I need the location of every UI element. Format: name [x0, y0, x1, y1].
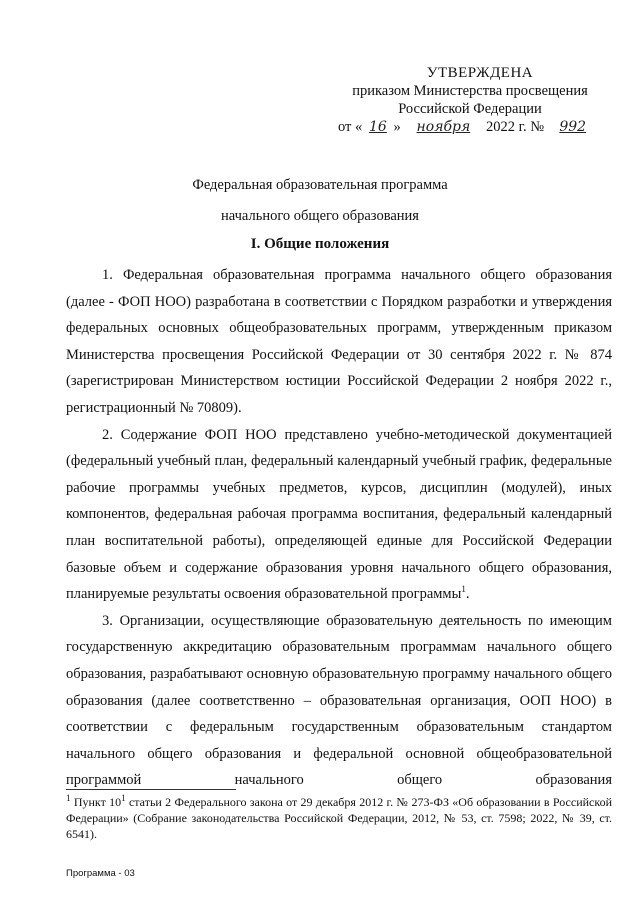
document-title-line1: Федеральная образовательная программа — [192, 177, 448, 193]
document-title-line2: начального общего образования — [221, 208, 419, 224]
date-year: 2022 г. № — [486, 119, 545, 135]
approval-line-ministry: приказом Министерства просвещения — [352, 83, 588, 99]
date-prefix: от « — [338, 119, 363, 135]
footnote-divider — [66, 789, 236, 790]
footnote-mark: 1 — [66, 793, 71, 803]
page-footer: Программа - 03 — [66, 868, 135, 879]
approval-line-federation: Российской Федерации — [398, 101, 542, 117]
handwritten-day: 16 — [368, 119, 387, 135]
paragraph-2-text: 2. Содержание ФОП НОО представлено учебно-методической документацией (федеральный учебный план, федеральный календарный учебный график, федеральные рабочие программы учебных предметов, курсов, дисциплин (модулей), иных компонентов, федеральная рабочая программа воспитания, федеральный календарный план воспитательной работы), определяющей единые для Российской Федерации базовые объем и содержание образования уровня начального общего образования, планируемые результаты освоения образовательной программы — [66, 426, 612, 603]
paragraph-2 — [66, 422, 612, 608]
paragraph-2-period: . — [465, 586, 470, 603]
handwritten-month: ноября — [416, 119, 471, 135]
document-title — [0, 170, 640, 232]
document-body — [66, 262, 612, 794]
footnote-text-start: Пункт 10 — [73, 795, 122, 809]
paragraph-3: 3. Организации, осуществляющие образовательную деятельность по имеющим государственную аккредитацию образовательным программам начального общего образования, разрабатывают основную образовательную программу начального общего образования (далее соответственно – образовательная организация, ООП НОО) в соответствии с федеральным государственным образовательным стандартом начального общего образования и федеральной основной общеобразовательной программой начального общего образования — [66, 612, 612, 789]
footnote-reference: 1 — [461, 584, 466, 595]
approval-stamp: УТВЕРЖДЕНА — [426, 65, 534, 81]
section-heading: I. Общие положения — [250, 236, 390, 252]
approval-date-line — [330, 118, 610, 136]
approval-block — [330, 64, 610, 136]
footnote-sup: 1 — [121, 793, 126, 803]
footnote — [66, 794, 612, 842]
paragraph-1: 1. Федеральная образовательная программа начального общего образования (далее - ФОП НОО) разработана в соответствии с Порядком разработки и утверждения федеральных основных общеобразовательных программ, утвержденным приказом Министерства просвещения Российской Федерации от 30 сентября 2022 г. № 874 (зарегистрирован Министерством юстиции Российской Федерации 2 ноября 2022 г., регистрационный № 70809). — [66, 267, 612, 416]
footnote-text-end: статьи 2 Федерального закона от 29 декабря 2012 г. № 273-ФЗ «Об образовании в Российской Федерации» (Собрание законодательства Российской Федерации, 2012, № 53, ст. 7598; 2022, № 39, ст. 6541). — [66, 795, 613, 841]
date-mid: » — [393, 119, 401, 135]
handwritten-order-number: 992 — [559, 119, 587, 135]
